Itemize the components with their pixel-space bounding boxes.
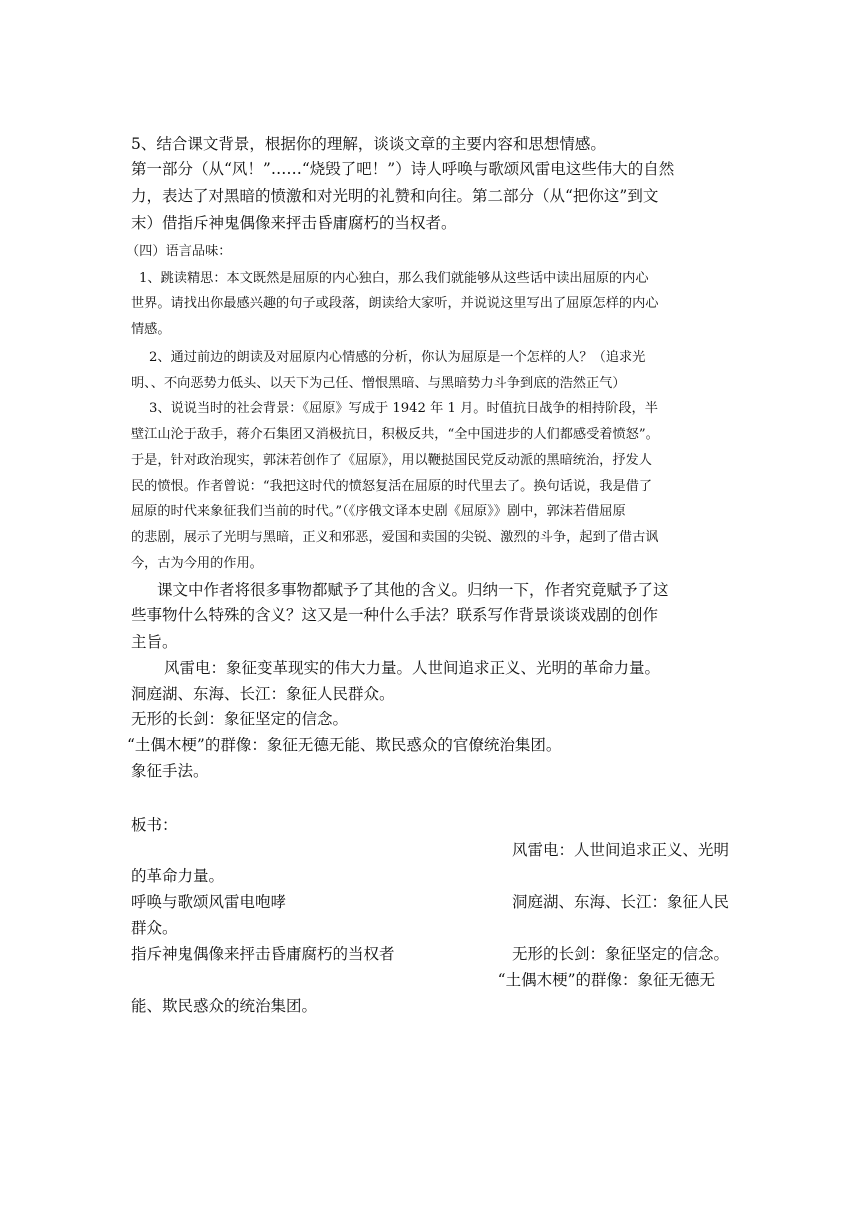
s4-p3-line-5: 屈原的时代来象征我们当前的时代。”（《序俄文译本史剧《屈原》》剧中，郭沫若借屈原 [131, 504, 626, 519]
symbol-item-4: “土偶木梗”的群像：象征无德无能、欺民惑众的官僚统治集团。 [127, 736, 562, 754]
board-right-2a: 洞庭湖、东海、长江：象征人民 [511, 893, 729, 911]
q5-line-2: 力，表达了对黑暗的愤激和对光明的礼赞和向往。第二部分（从“把你这”到文 [131, 187, 659, 205]
s4-p1-line-1: 1、跳读精思：本文既然是屈原的内心独白，那么我们就能够从这些话中读出屈原的内心 [139, 271, 649, 286]
s4-p1-line-3: 情感。 [131, 322, 171, 337]
board-label: 板书： [131, 816, 178, 834]
board-right-4b: 能、欺民惑众的统治集团。 [131, 997, 318, 1015]
s4-p3-line-3: 于是，针对政治现实，郭沫若创作了《屈原》，用以鞭挞国民党反动派的黑暗统治，抒发人 [131, 453, 652, 468]
symbol-intro-line-2: 些事物什么特殊的含义？这又是一种什么手法？联系写作背景谈谈戏剧的创作 [131, 606, 659, 624]
board-right-1a: 风雷电：人世间追求正义、光明 [511, 841, 729, 859]
symbol-intro-line-1: 课文中作者将很多事物都赋予了其他的含义。归纳一下，作者究竟赋予了这 [157, 581, 669, 599]
s4-p2-line-1: 2、通过前边的朗读及对屈原内心情感的分析，你认为屈原是一个怎样的人？（追求光 [149, 350, 646, 365]
board-right-1b: 的革命力量。 [131, 867, 225, 885]
symbol-item-3: 无形的长剑：象征坚定的信念。 [131, 710, 349, 728]
s4-p3-line-6: 的悲剧，展示了光明与黑暗，正义和邪恶，爱国和卖国的尖锐、激烈的斗争，起到了借古讽 [131, 530, 659, 545]
board-right-3: 无形的长剑：象征坚定的信念。 [511, 945, 729, 963]
board-left-1: 呼唤与歌颂风雷电咆哮 [131, 893, 287, 911]
s4-p2-line-2: 明、、不向恶势力低头、以天下为己任、憎恨黑暗、与黑暗势力斗争到底的浩然正气） [131, 376, 626, 391]
symbol-item-1: 风雷电：象征变革现实的伟大力量。人世间追求正义、光明的革命力量。 [164, 659, 661, 677]
section-4-heading: （四）语言品味： [126, 244, 232, 259]
board-right-4a: “土偶木梗”的群像：象征无德无 [497, 971, 715, 989]
q5-title: 5、结合课文背景，根据你的理解，谈谈文章的主要内容和思想情感。 [131, 135, 606, 153]
q5-line-3: 末）借指斥神鬼偶像来抨击昏庸腐朽的当权者。 [131, 214, 457, 232]
board-right-2b: 群众。 [131, 919, 178, 937]
s4-p3-line-7: 今，古为今用的作用。 [131, 556, 263, 571]
symbol-item-5: 象征手法。 [131, 762, 209, 780]
s4-p1-line-2: 世界。请找出你最感兴趣的句子或段落，朗读给大家听，并说说这里写出了屈原怎样的内心 [131, 296, 659, 311]
symbol-intro-line-3: 主旨。 [131, 633, 178, 651]
s4-p3-line-4: 民的愤恨。作者曾说：“我把这时代的愤怒复活在屈原的时代里去了。换句话说，我是借了 [131, 479, 653, 494]
s4-p3-line-2: 壁江山沦于敌手，蒋介石集团又消极抗日，积极反共，“全中国进步的人们都感受着愤怒”。 [131, 427, 659, 442]
board-left-2: 指斥神鬼偶像来抨击昏庸腐朽的当权者 [131, 945, 395, 963]
s4-p3-line-1: 3、说说当时的社会背景：《屈原》写成于 1942 年 1 月。时值抗日战争的相持阶段，半 [149, 401, 658, 416]
symbol-item-2: 洞庭湖、东海、长江：象征人民群众。 [131, 685, 395, 703]
q5-line-1: 第一部分（从“风！”……“烧毁了吧！”）诗人呼唤与歌颂风雷电这些伟大的自然 [131, 160, 675, 178]
